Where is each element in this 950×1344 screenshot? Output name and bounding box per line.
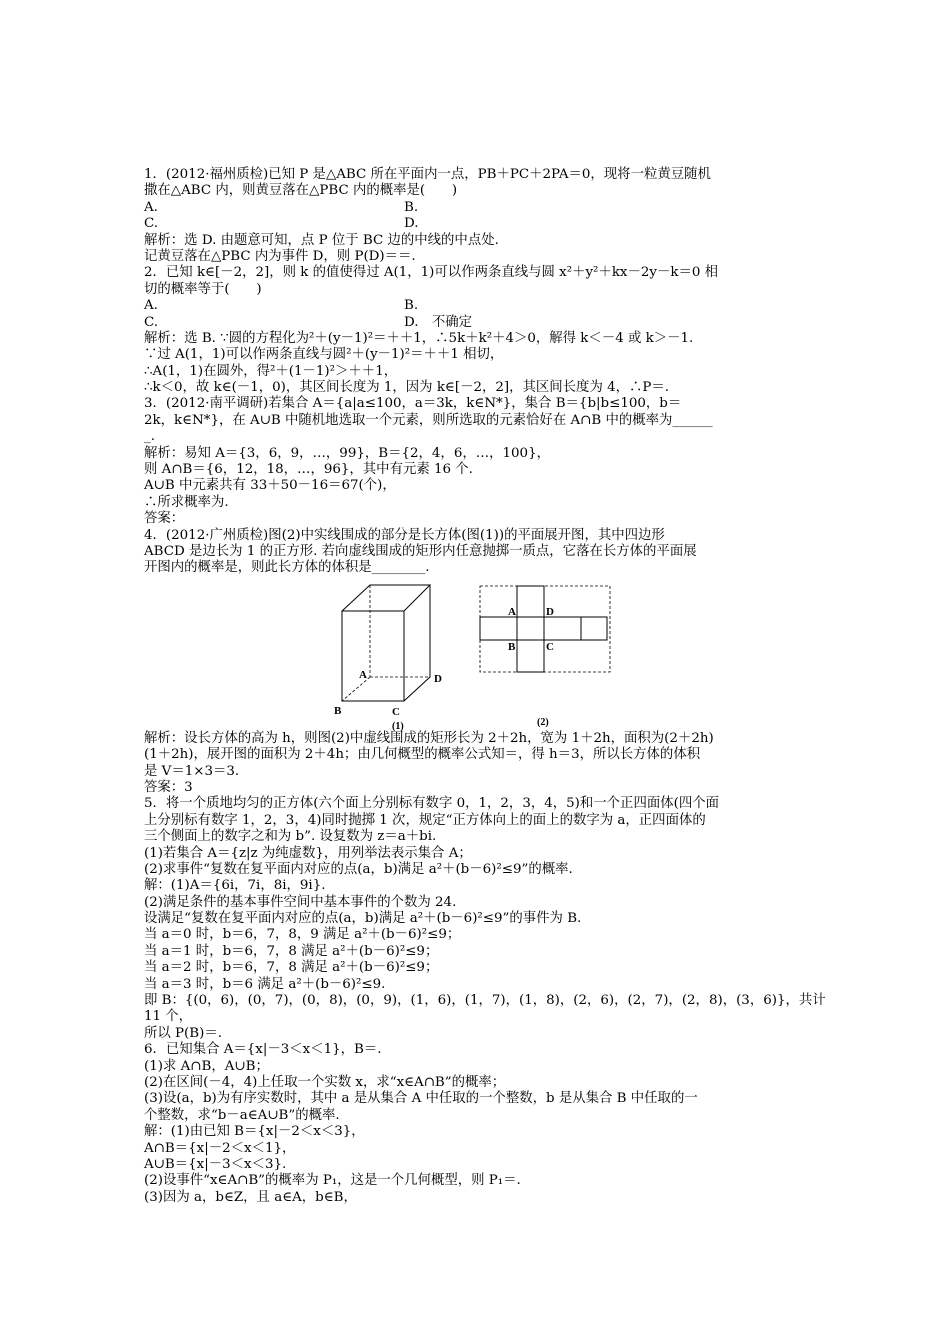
text-line: 则 A∩B＝{6，12，18，…，96}，其中有元素 16 个. (144, 462, 473, 478)
text-line: ∵过 A(1，1)可以作两条直线与圆²＋(y－1)²＝＋＋1 相切， (144, 347, 504, 363)
text-line: _. (144, 429, 155, 445)
option-row (144, 298, 808, 314)
text-line: 2k，k∈N*}，在 A∪B 中随机地选取一个元素，则所选取的元素恰好在 A∩B 中的概率为______ (144, 412, 713, 428)
text-line: (1)求 A∩B，A∪B； (144, 1058, 269, 1074)
text-line: 6．已知集合 A＝{x|－3＜x＜1}，B＝. (144, 1042, 382, 1058)
net-figure (479, 585, 629, 731)
option-row (144, 200, 808, 216)
text-line: A∪B 中元素共有 33＋50－16＝67(个)， (144, 478, 396, 494)
text-line: 3．(2012·南平调研)若集合 A＝{a|a≤100，a＝3k，k∈N*}，集合 B＝{b|b≤100，b＝ (144, 396, 682, 412)
option-label: A. (144, 199, 158, 215)
text-line: 11 个， (144, 1009, 193, 1025)
text-line: 当 a＝2 时，b＝6，7，8 满足 a²＋(b－6)²≤9； (144, 960, 439, 976)
option-label: D. (404, 216, 419, 232)
text-line: (2)满足条件的基本事件空间中基本事件的个数为 24. (144, 894, 457, 910)
text-line: 切的概率等于( ) (144, 281, 262, 297)
option-label: D. 不确定 (404, 314, 473, 330)
fig1-label-b: B (334, 704, 342, 717)
fig2-label-d: D (546, 605, 554, 618)
text-line: 撒在△ABC 内，则黄豆落在△PBC 内的概率是( ) (144, 183, 458, 199)
fig1-label-a: A (359, 668, 367, 681)
problem-1-2-text (144, 233, 808, 299)
text-line: (1)若集合 A＝{z|z 为纯虚数}，用列举法表示集合 A； (144, 845, 472, 861)
fig1-label-c: C (392, 705, 400, 718)
fig2-label-c: C (546, 640, 554, 653)
text-line: 解析：选 B. ∵圆的方程化为²＋(y－1)²＝＋＋1，∴5k＋k²＋4＞0，解得 k＜－4 或 k＞－1. (144, 330, 694, 346)
text-line: 答案：3 (144, 779, 193, 795)
text-line: (2)设事件“x∈A∩B”的概率为 P₁，这是一个几何概型，则 P₁＝. (144, 1173, 521, 1189)
text-line: 答案： (144, 511, 185, 527)
problem-1-stem (144, 167, 808, 200)
text-line: 5．将一个质地均匀的正方体(六个面上分别标有数字 0，1，2，3，4，5)和一个正四面体(四个面 (144, 796, 720, 812)
text-line: A∪B＝{x|－3＜x＜3}. (144, 1156, 287, 1172)
problem-4-6-text (144, 730, 826, 1206)
text-line: 2．已知 k∈[－2，2]，则 k 的值使得过 A(1，1)可以作两条直线与圆 x²＋y²＋kx－2y－k＝0 相 (144, 265, 719, 281)
text-line: (3)设(a，b)为有序实数时，其中 a 是从集合 A 中任取的一个整数，b 是从集合 B 中任取的一 (144, 1091, 698, 1107)
text-line: 解析：易知 A＝{3，6，9，…，99}，B＝{2，4，6，…，100}， (144, 445, 550, 461)
text-line: 解析：选 D. 由题意可知，点 P 位于 BC 边的中线的中点处. (144, 232, 499, 248)
text-line: 4．(2012·广州质检)图(2)中实线围成的部分是长方体(图(1))的平面展开图，其中四边形 (144, 527, 665, 543)
fig1-caption: (1) (392, 720, 404, 731)
option-row (144, 315, 808, 331)
text-line: (1＋2h)，展开图的面积为 2＋4h；由几何概型的概率公式知＝，得 h＝3，所以长方体的体积 (144, 747, 701, 763)
text-line: 当 a＝3 时，b＝6 满足 a²＋(b－6)²≤9. (144, 976, 386, 992)
problem-2-options (144, 298, 808, 331)
text-line: 即 B：{(0，6)，(0，7)，(0，8)，(0，9)，(1，6)，(1，7)，(1，8)，(2，6)，(2，7)，(2，8)，(3，6)}，共计 (144, 993, 826, 1009)
text-line: 所以 P(B)＝. (144, 1025, 222, 1041)
fig2-caption: (2) (537, 716, 549, 728)
text-line: 三个侧面上的数字之和为 b”. 设复数为 z＝a＋bi. (144, 829, 437, 845)
text-line: 1．(2012·福州质检)已知 P 是△ABC 所在平面内一点，PB＋PC＋2PA＝0，现将一粒黄豆随机 (144, 167, 711, 182)
text-line: 解：(1)A＝{6i，7i，8i，9i}. (144, 878, 326, 894)
problem-2-4-text (144, 331, 808, 577)
fig1-label-d: D (434, 672, 442, 685)
fig2-label-a: A (508, 605, 516, 618)
text-line: ABCD 是边长为 1 的正方形. 若向虚线围成的矩形内任意抛掷一质点，它落在长方体的平面展 (144, 543, 697, 559)
text-line: 当 a＝0 时，b＝6，7，8，9 满足 a²＋(b－6)²≤9； (144, 927, 461, 943)
text-line: ∴k＜0，故 k∈(－1，0)，其区间长度为 1，因为 k∈[－2，2]，其区间长度为 4，∴P＝. (144, 380, 670, 396)
option-label: C. (144, 314, 159, 330)
text-line: 解析：设长方体的高为 h，则图(2)中虚线围成的矩形长为 2＋2h，宽为 1＋2h，面积为(2＋2h) (144, 730, 714, 746)
option-label: C. (144, 216, 159, 232)
text-line: (2)求事件“复数在复平面内对应的点(a，b)满足 a²＋(b－6)²≤9”的概率. (144, 861, 573, 877)
text-line: 开图内的概率是，则此长方体的体积是________. (144, 560, 430, 576)
text-line: 当 a＝1 时，b＝6，7，8 满足 a²＋(b－6)²≤9； (144, 943, 439, 959)
fig2-label-b: B (508, 640, 516, 653)
option-label: B. (404, 298, 419, 314)
document-page (144, 167, 826, 1206)
text-line: (3)因为 a，b∈Z，且 a∈A，b∈B， (144, 1189, 357, 1205)
text-line: 解：(1)由已知 B＝{x|－2＜x＜3}， (144, 1124, 365, 1140)
text-line: ∴A(1，1)在圆外，得²＋(1－1)²＞＋＋1， (144, 363, 398, 379)
cuboid-figure (334, 581, 454, 731)
figure-row (144, 581, 808, 731)
option-row (144, 216, 808, 232)
text-line: 设满足“复数在复平面内对应的点(a，b)满足 a²＋(b－6)²≤9”的事件为 B. (144, 911, 582, 927)
text-line: ∴所求概率为. (144, 494, 229, 510)
text-line: 是 V＝1×3＝3. (144, 763, 240, 779)
text-line: 记黄豆落在△PBC 内为事件 D，则 P(D)＝＝. (144, 248, 416, 264)
option-label: A. (144, 298, 158, 314)
option-label: B. (404, 199, 419, 215)
text-line: 上分别标有数字 1，2，3，4)同时抛掷 1 次，规定“正方体向上的面上的数字为 a，正四面体的 (144, 812, 706, 828)
text-line: A∩B＝{x|－2＜x＜1}， (144, 1140, 296, 1156)
text-line: (2)在区间(－4，4)上任取一个实数 x，求“x∈A∩B”的概率； (144, 1074, 506, 1090)
text-line: 个整数，求“b－a∈A∪B”的概率. (144, 1107, 340, 1123)
problem-1-options (144, 200, 808, 233)
